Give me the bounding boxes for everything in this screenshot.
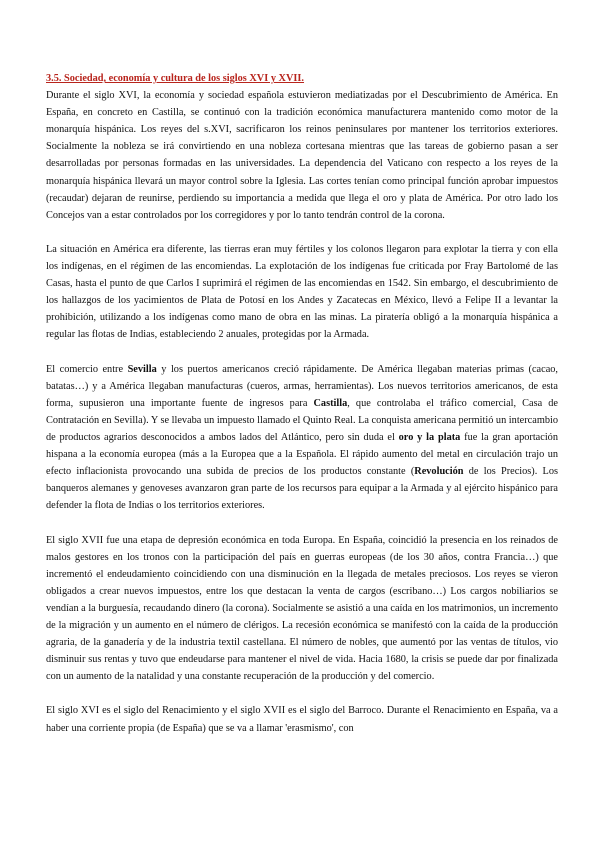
paragraph-culture <box>46 702 558 736</box>
bold-term-revolucion: Revolución <box>414 466 464 478</box>
text-segment: El comercio entre <box>46 363 128 375</box>
text-segment: El siglo XVI es el siglo del Renacimiento y el siglo XVII es el siglo del Barroco. Durante el Renacimiento en España, va a haber una corriente propia (de España) que se va a llamar 'erasmismo', con <box>46 705 558 734</box>
text-segment: y los puertos americanos creció rápidamente. De América llegaban materias primas (cacao, batatas…) y a América llegaban manufacturas (cueros, armas, herramientas). Los nuevos territorios americanos, de esta forma, supusieron una importante fuente de ingresos para <box>46 363 558 409</box>
text-segment: , que controlaba el tráfico comercial, Casa de Contratación en Sevilla). Y se llevaba un impuesto llamado el Quinto Real. La conquista americana permitió un intercambio de productos agrarios desconocidos a ambos lados del Atlántico, pero sin duda el <box>46 397 558 443</box>
text-segment: La situación en América era diferente, las tierras eran muy fértiles y los colonos llegaron para explotar la tierra y con ella los indígenas, en el régimen de las encomiendas. La explotación de los indígenas fue criticada por Fray Bartolomé de las Casas, hasta el punto de que Carlos I suprimirá el régimen de las encomiendas en 1542. Sin embargo, el descubrimiento de los hallazgos de los yacimientos de Plata de Potosí en los Andes y Zacatecas en México, llevó a Felipe II a levantar la prohibición, utilizando a los indígenas como mano de obra en las minas. La piratería obligó a la monarquía hispánica a regular las flotas de Indias, estableciendo 2 anuales, protegidas por la Armada. <box>46 243 558 341</box>
text-segment: fue la gran aportación hispana a la economía europea (más a la Europea que a la Española. El rápido aumento del metal en circulación trajo un efecto inflacionista provocando una subida de precios de los productos constante ( <box>46 431 558 478</box>
document-page <box>46 70 558 737</box>
bold-term-sevilla: Sevilla <box>127 363 157 375</box>
paragraph-america <box>46 241 558 344</box>
paragraph-economy-society-xvi <box>46 87 558 224</box>
section-heading: 3.5. Sociedad, economía y cultura de los siglos XVI y XVII. <box>46 73 305 84</box>
bold-term-oro-plata: oro y la plata <box>398 431 461 443</box>
text-segment: Durante el siglo XVI, la economía y sociedad española estuvieron mediatizadas por el Descubrimiento de América. En España, en concreto en Castilla, se continuó con la tradición económica manufacturera mantenido como motor de la monarquía hispánica. Los reyes del s.XVI, sacrificaron los reinos peninsulares por mantener los territorios exteriores. Socialmente la nobleza se irá convirtiendo en una nobleza cortesana mientras que las tareas de gobierno pasan a ser desarrolladas por personas formadas en las universidades. La dependencia del Vaticano con respecto a los reyes de la monarquía hispánica llevará un mayor control sobre la Iglesia. Las cortes tenían como principal función aprobar impuestos (recaudar) dejaran de reunirse, perdiendo su importancia a medida que llega el oro y plata de América. Por otro lado los Concejos van a estar controlados por los corregidores y por lo tanto tendrán control de la corona. <box>46 90 558 221</box>
text-segment: de los Precios). Los banqueros alemanes y genoveses avanzaron gran parte de los recursos para equipar a la Armada y al ejército hispánico para defender la flota de Indias o los territorios exteriores. <box>46 466 558 512</box>
paragraph-commerce <box>46 361 558 515</box>
paragraph-xvii-crisis <box>46 532 558 686</box>
bold-term-castilla: Castilla <box>313 397 348 409</box>
text-segment: El siglo XVII fue una etapa de depresión económica en toda Europa. En España, coincidió la presencia en los reinados de malos gestores en los tronos con la participación del país en guerras europeas (de los 30 años, contra Francia…) que incrementó el endeudamiento coincidiendo con una disminución en la llegada de metales preciosos. Los reyes se vieron obligados a crear nuevos impuestos, entre los que destacan la venta de cargos (escribano…) Los cargos nobiliarios se vendían a la burguesía, recaudando dinero (la corona). Socialmente se asistió a una caída en los matrimonios, un incremento de la migración y un aumento en el número de clérigos. La recesión económica se manifestó con la caída de la producción agraria, de la ganadería y de la industria textil castellana. El número de nobles, que aumentó por las ventas de títulos, vio disminuir sus rentas y tuvo que endeudarse para mantener el nivel de vida. Hacia 1680, la crisis se puede dar por finalizada con un aumento de la natalidad y una constante recuperación de la producción y del comercio. <box>46 534 558 683</box>
